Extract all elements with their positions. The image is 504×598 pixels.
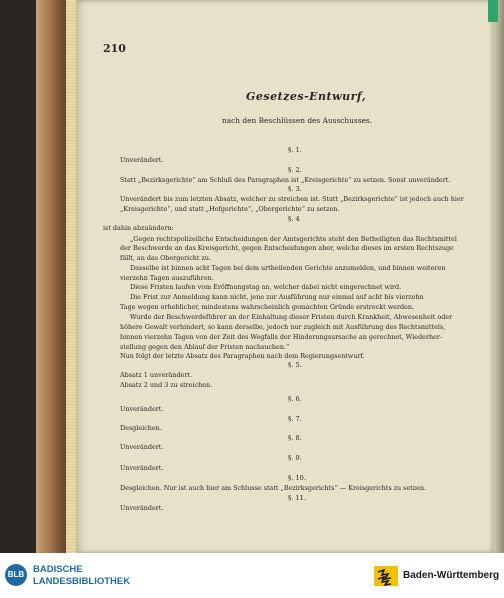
section-heading: §. 11. bbox=[288, 494, 306, 502]
state-name: Baden-Württemberg bbox=[403, 570, 500, 581]
body-line: Diese Fristen laufen vom Eröffnungstag an, welcher dabei nicht eingerechnet wird. bbox=[130, 283, 402, 291]
blb-logo-icon[interactable]: BLB bbox=[5, 564, 27, 586]
body-line: Unverändert. bbox=[120, 405, 164, 413]
section-heading: §. 1. bbox=[288, 146, 302, 154]
body-line: Absatz 2 und 3 zu streichen. bbox=[120, 381, 213, 389]
body-line: höhere Gewalt verhindert, so kann derselbe, jedoch nur zugleich mit Ausführung des Rechtsmittels, bbox=[120, 323, 446, 331]
body-line: Unverändert bis zum letzten Absatz, welcher zu streichen ist. Statt „Bezirksgerichte“ ist jedoch auch hier bbox=[120, 195, 464, 203]
section-heading: §. 2. bbox=[288, 166, 302, 174]
body-line: Statt „Bezirksgerichte“ am Schluß des Paragraphen ist „Kreisgerichte“ zu setzen. Sonst unverändert. bbox=[120, 176, 451, 184]
body-line: binnen vierzehn Tagen von der Zeit des Wegfalls der Hinderungsursache an gerechnet, Wiederher- bbox=[120, 333, 443, 341]
body-line: Die Frist zur Anmeldung kann nicht, jene zur Ausführung nur einmal auf acht bis vierzehn bbox=[130, 293, 424, 301]
section-heading: §. 4 bbox=[288, 215, 300, 223]
baden-wuerttemberg-crest-icon[interactable] bbox=[374, 566, 398, 586]
body-line: Absatz 1 unverändert. bbox=[120, 371, 192, 379]
page-title: Gesetzes-Entwurf, bbox=[246, 90, 367, 103]
section-heading: §. 9. bbox=[288, 454, 302, 462]
bookmark-ribbon bbox=[488, 0, 498, 22]
body-line: Desgleichen. Nur ist auch hier am Schlusse statt „Bezirksgerichts“ — Kreisgerichts zu setzen. bbox=[120, 484, 427, 492]
body-line: Unverändert. bbox=[120, 156, 164, 164]
body-line: „Gegen rechtspolizeiliche Entscheidungen der Amtsgerichte steht den Betheiligten das Rechtsmittel bbox=[130, 235, 457, 243]
section-heading: §. 6. bbox=[288, 395, 302, 403]
library-name-line1: BADISCHE bbox=[33, 564, 83, 575]
body-line: Tage wegen erheblicher, mindestens wahrscheinlich gemachten Gründe erstreckt werden. bbox=[120, 303, 415, 311]
book-spine bbox=[36, 0, 70, 553]
body-line: Nun folgt der letzte Absatz des Paragraphen nach dem Regierungsentwurf. bbox=[120, 352, 365, 360]
body-line: vierzehn Tagen auszuführen. bbox=[120, 274, 214, 282]
body-line: Unverändert. bbox=[120, 443, 164, 451]
page-subtitle: nach den Beschlüssen des Ausschusses. bbox=[222, 116, 373, 125]
body-line: Desgleichen. bbox=[120, 424, 162, 432]
library-name-line2: LANDESBIBLIOTHEK bbox=[33, 576, 131, 587]
section-heading: §. 8. bbox=[288, 434, 302, 442]
page-number: 210 bbox=[103, 42, 126, 55]
body-line: ist dahin abzuändern: bbox=[103, 224, 174, 232]
section-heading: §. 7. bbox=[288, 415, 302, 423]
body-line: Dasselbe ist binnen acht Tagen bei dem urtheilenden Gerichte anzumelden, und binnen weiteren bbox=[130, 264, 446, 272]
section-heading: §. 5. bbox=[288, 361, 302, 369]
body-line: „Kreisgerichte“, und statt „Hofgerichte“, „Obergerichte“ zu setzen. bbox=[120, 205, 340, 213]
section-heading: §. 3. bbox=[288, 185, 302, 193]
body-line: Unverändert. bbox=[120, 504, 164, 512]
body-line: Unverändert. bbox=[120, 464, 164, 472]
body-line: der Beschwerde an das Kreisgericht, gegen Entscheidungen aber, welche dieses im ersten Rechtszuge bbox=[120, 244, 454, 252]
body-line: Wurde der Beschwerdeführer an der Einhaltung dieser Fristen durch Krankheit, Abwesenheit oder bbox=[130, 313, 453, 321]
section-heading: §. 10. bbox=[288, 474, 306, 482]
footer-bar bbox=[0, 553, 504, 598]
body-line: fällt, an das Obergericht zu. bbox=[120, 254, 212, 262]
body-line: stellung gegen den Ablauf der Fristen nachsuchen.“ bbox=[120, 343, 290, 351]
page-leaf-edge bbox=[494, 0, 504, 553]
